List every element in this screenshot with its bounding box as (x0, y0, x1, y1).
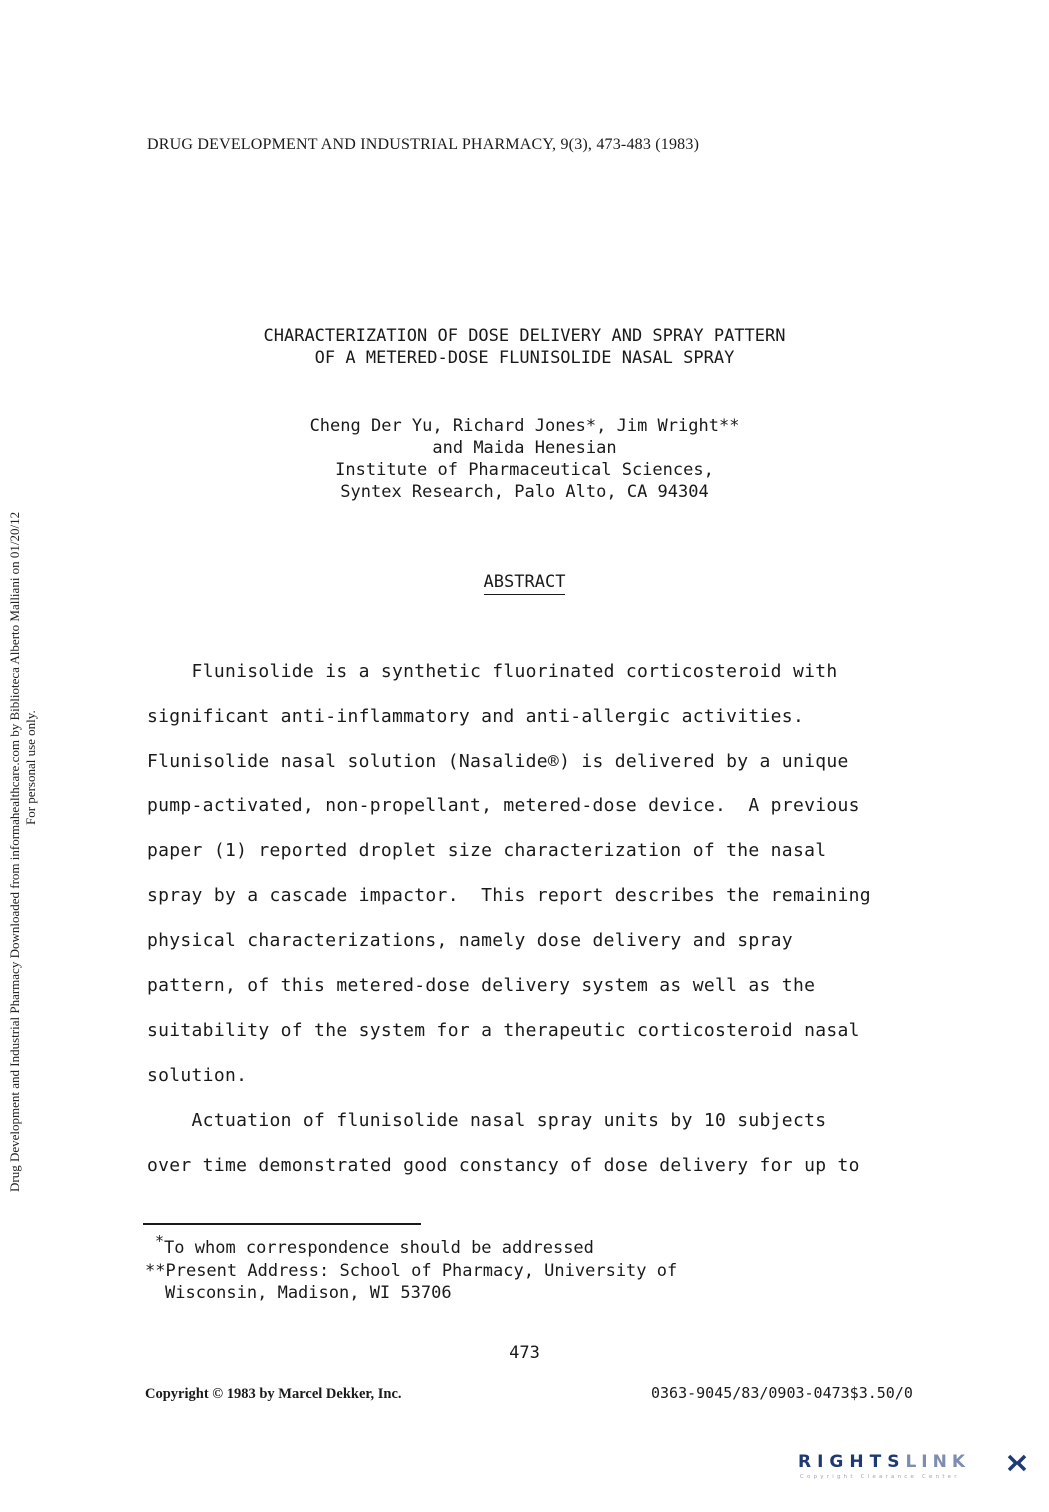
affiliation-line-2: Syntex Research, Palo Alto, CA 94304 (340, 482, 709, 502)
footnote-2-continuation: Wisconsin, Madison, WI 53706 (165, 1283, 452, 1303)
abstract-line: significant anti-inflammatory and anti-allergic activities. (147, 706, 805, 727)
footnote-divider (143, 1223, 421, 1225)
author-affiliation (0, 415, 1049, 503)
footnote-1-text: To whom correspondence should be addressed (164, 1238, 594, 1258)
abstract-line: pump-activated, non-propellant, metered-dose device. A previous (147, 795, 860, 816)
page-number: 473 (509, 1343, 540, 1363)
abstract-heading-text: ABSTRACT (484, 572, 566, 595)
logo-text-link: LINK (905, 1452, 970, 1472)
document-code: 0363-9045/83/0903-0473$3.50/0 (651, 1384, 913, 1402)
logo-text-rights: RIGHTS (798, 1452, 906, 1472)
watermark-line-1: Drug Development and Industrial Pharmacy Downloaded from informahealthcare.com by Biblioteca Alberto Malliani on 01/20/12 (7, 511, 22, 1192)
footnote-2-text: Present Address: School of Pharmacy, University of (165, 1261, 678, 1281)
title-line-1: CHARACTERIZATION OF DOSE DELIVERY AND SPRAY PATTERN (263, 326, 786, 346)
abstract-line: suitability of the system for a therapeutic corticosteroid nasal (147, 1020, 860, 1041)
abstract-line: over time demonstrated good constancy of dose delivery for up to (147, 1155, 860, 1176)
abstract-line: physical characterizations, namely dose delivery and spray (147, 930, 793, 951)
affiliation-line-1: Institute of Pharmaceutical Sciences, (335, 460, 714, 480)
title-line-2: OF A METERED-DOSE FLUNISOLIDE NASAL SPRAY (314, 348, 735, 368)
watermark-line-2: For personal use only. (23, 710, 38, 825)
footnote-2 (145, 1261, 677, 1281)
footnote-1 (155, 1232, 594, 1258)
abstract-line: spray by a cascade impactor. This report describes the remaining (147, 885, 871, 906)
footnote-1-marker: * (155, 1232, 165, 1250)
copyright-notice: Copyright © 1983 by Marcel Dekker, Inc. (145, 1386, 402, 1402)
footnote-2-marker: ** (145, 1261, 166, 1281)
abstract-line: solution. (147, 1065, 248, 1086)
abstract-line: pattern, of this metered-dose delivery system as well as the (147, 975, 816, 996)
authors-line-1: Cheng Der Yu, Richard Jones*, Jim Wright** (309, 416, 740, 436)
rightslink-logo[interactable] (798, 1452, 1030, 1482)
abstract-line: Actuation of flunisolide nasal spray units by 10 subjects (147, 1110, 827, 1131)
journal-header: DRUG DEVELOPMENT AND INDUSTRIAL PHARMACY, 9(3), 473-483 (1983) (147, 136, 700, 153)
abstract-line: Flunisolide nasal solution (Nasalide®) is delivered by a unique (147, 751, 849, 772)
logo-chevron-icon (1006, 1453, 1028, 1473)
authors-line-2: and Maida Henesian (432, 438, 617, 458)
abstract-line: Flunisolide is a synthetic fluorinated corticosteroid with (147, 661, 838, 682)
abstract-heading (0, 572, 1049, 592)
abstract-line: paper (1) reported droplet size characterization of the nasal (147, 840, 827, 861)
logo-subtext: Copyright Clearance Center (800, 1474, 960, 1480)
article-title (0, 325, 1049, 369)
